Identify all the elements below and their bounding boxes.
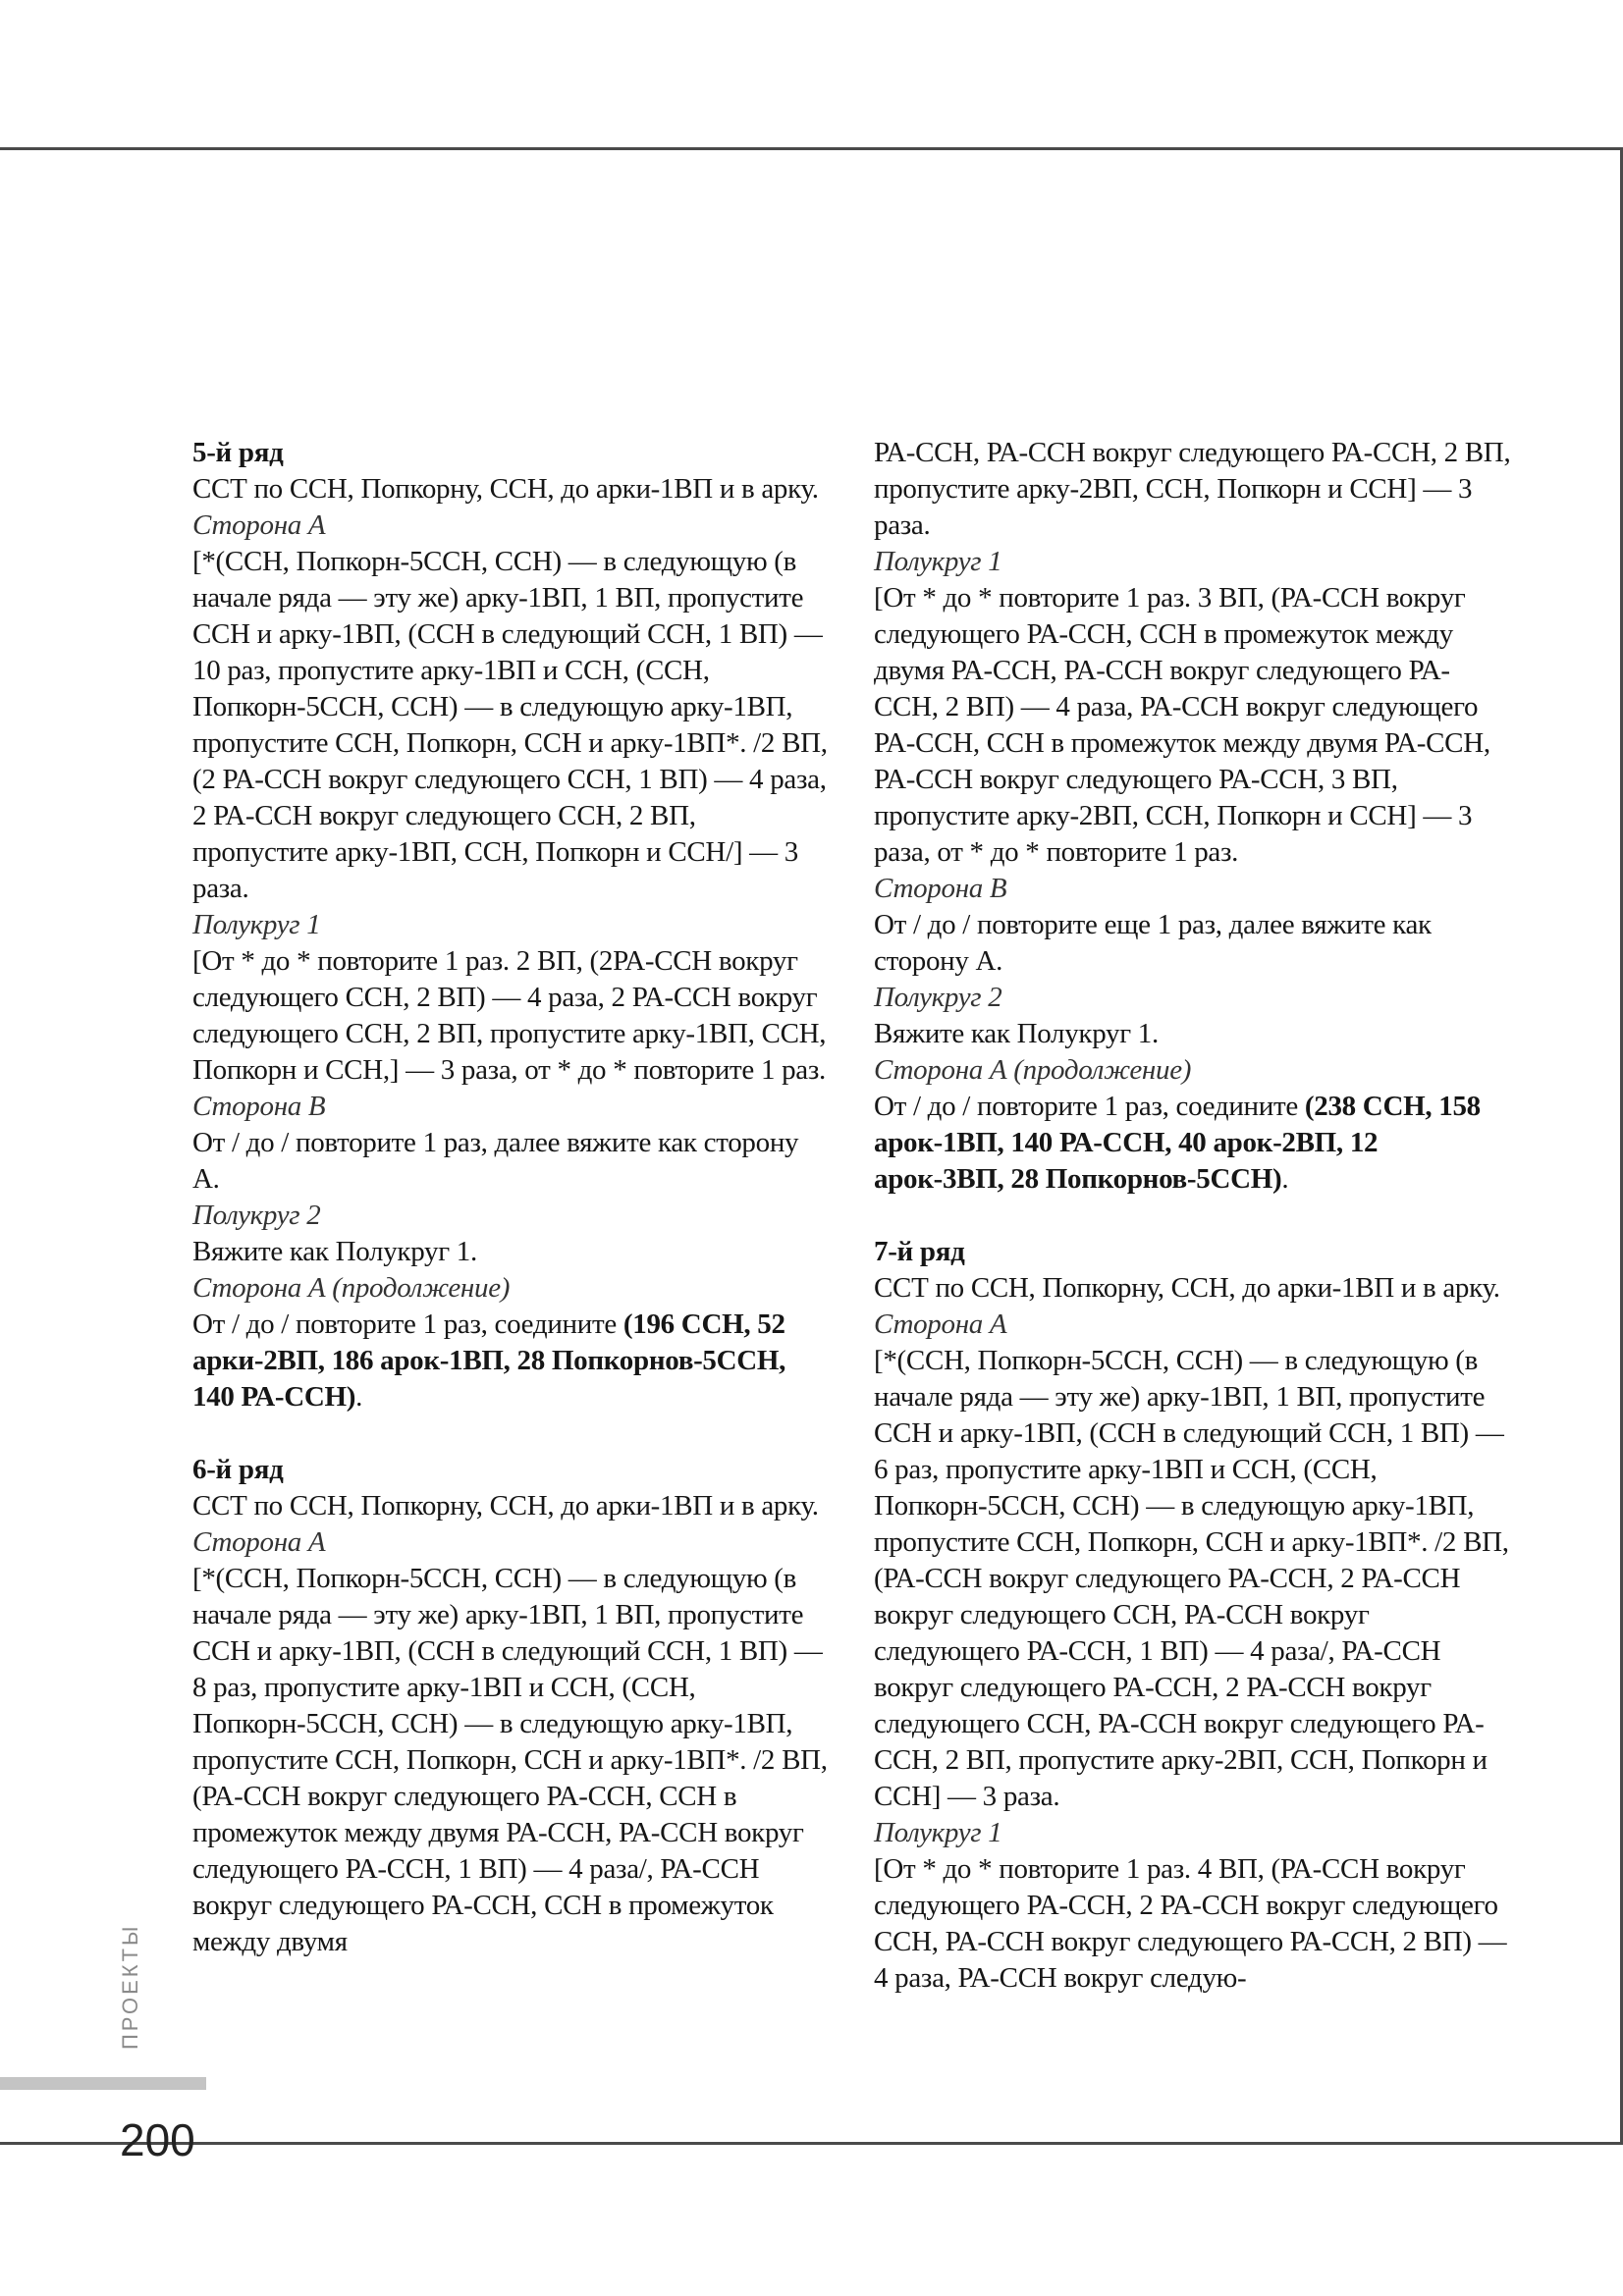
instruction-paragraph: ССТ по ССН, Попкорну, ССН, до арки-1ВП и в арку.	[192, 473, 819, 505]
instruction-paragraph: РА-ССН, РА-ССН вокруг следующего РА-ССН, 2 ВП, пропустите арку-2ВП, ССН, Попкорн и ССН] — 3 раза.	[874, 437, 1511, 541]
instruction-paragraph: [*(ССН, Попкорн-5ССН, ССН) — в следующую (в начале ряда — эту же) арку-1ВП, 1 ВП, пропустите ССН и арку-1ВП, (ССН в следующий ССН, 1 ВП) — 6 раз, пропустите арку-1ВП и ССН, (ССН, Попкорн-5ССН, ССН) — в следующую арку-1ВП, пропустите ССН, Попкорн, ССН и арку-1ВП*. /2 ВП, (РА-ССН вокруг следующего РА-ССН, 2 РА-ССН вокруг следующего ССН, РА-ССН вокруг следующего РА-ССН, 1 ВП) — 4 раза/, РА-ССН вокруг следующего РА-ССН, 2 РА-ССН вокруг следующего ССН, РА-ССН вокруг следующего РА-ССН, 2 ВП, пропустите арку-2ВП, ССН, Попкорн и ССН] — 3 раза.	[874, 1345, 1509, 1812]
book-page	[0, 147, 1623, 2165]
instruction-paragraph: [От * до * повторите 1 раз. 3 ВП, (РА-ССН вокруг следующего РА-ССН, ССН в промежуток между двумя РА-ССН, РА-ССН вокруг следующего РА-ССН, 2 ВП) — 4 раза, РА-ССН вокруг следующего РА-ССН, ССН в промежуток между двумя РА-ССН, РА-ССН вокруг следующего РА-ССН, 3 ВП, пропустите арку-2ВП, ССН, Попкорн и ССН] — 3 раза, от * до * повторите 1 раз.	[874, 582, 1490, 868]
right-row-summary	[874, 1089, 1512, 1198]
row-heading: 7-й ряд	[874, 1236, 965, 1267]
section-marker-bar	[0, 2077, 206, 2090]
left-column	[192, 435, 831, 1960]
instruction-paragraph: ССТ по ССН, Попкорну, ССН, до арки-1ВП и в арку.	[874, 1272, 1500, 1304]
section-subheading: Сторона А	[192, 1526, 326, 1558]
instruction-paragraph: [От * до * повторите 1 раз. 2 ВП, (2РА-ССН вокруг следующего ССН, 2 ВП) — 4 раза, 2 РА-ССН вокруг следующего ССН, 2 ВП, пропустите арку-1ВП, ССН, Попкорн и ССН,] — 3 раза, от * до * повторите 1 раз.	[192, 945, 827, 1086]
section-subheading: Полукруг 1	[874, 1817, 1002, 1848]
section-subheading: Полукруг 1	[874, 546, 1002, 577]
section-subheading: Сторона В	[192, 1091, 326, 1122]
summary-text: От / до / повторите 1 раз, соедините	[192, 1308, 623, 1340]
instruction-paragraph: [От * до * повторите 1 раз. 4 ВП, (РА-ССН вокруг следующего РА-ССН, 2 РА-ССН вокруг следующего ССН, РА-ССН вокруг следующего РА-ССН, 2 ВП) — 4 раза, РА-ССН вокруг следую-	[874, 1853, 1507, 1994]
instruction-paragraph: От / до / повторите 1 раз, далее вяжите как сторону А.	[192, 1127, 799, 1195]
instruction-paragraph: Вяжите как Полукруг 1.	[192, 1236, 477, 1267]
page-number: 200	[120, 2114, 195, 2165]
section-subheading: Сторона В	[874, 873, 1007, 904]
section-subheading: Сторона А	[874, 1308, 1007, 1340]
left-row-summary	[192, 1307, 831, 1415]
instruction-paragraph: Вяжите как Полукруг 1.	[874, 1018, 1159, 1049]
instruction-paragraph: [*(ССН, Попкорн-5ССН, ССН) — в следующую (в начале ряда — эту же) арку-1ВП, 1 ВП, пропустите ССН и арку-1ВП, (ССН в следующий ССН, 1 ВП) — 10 раз, пропустите арку-1ВП и ССН, (ССН, Попкорн-5ССН, ССН) — в следующую арку-1ВП, пропустите ССН, Попкорн, ССН и арку-1ВП*. /2 ВП, (2 РА-ССН вокруг следующего ССН, 1 ВП) — 4 раза, 2 РА-ССН вокруг следующего ССН, 2 ВП, пропустите арку-1ВП, ССН, Попкорн и ССН/] — 3 раза.	[192, 546, 828, 904]
section-subheading: Сторона А (продолжение)	[874, 1054, 1192, 1086]
section-subheading: Сторона А (продолжение)	[192, 1272, 511, 1304]
summary-tail: .	[355, 1381, 363, 1413]
row-heading: 5-й ряд	[192, 437, 284, 468]
summary-text: От / до / повторите 1 раз, соедините	[874, 1091, 1305, 1122]
section-subheading: Полукруг 1	[192, 909, 321, 940]
paragraph-gap	[192, 1415, 831, 1452]
section-subheading: Сторона А	[192, 509, 326, 541]
section-side-label: ПРОЕКТЫ	[118, 1923, 142, 2050]
stitch-count: (196 ССН, 52 арки-2ВП, 186 арок-1ВП, 28 Попкорнов-5ССН, 140 РА-ССН)	[192, 1308, 786, 1413]
summary-tail: .	[1281, 1163, 1289, 1195]
instruction-paragraph: [*(ССН, Попкорн-5ССН, ССН) — в следующую (в начале ряда — эту же) арку-1ВП, 1 ВП, пропустите ССН и арку-1ВП, (ССН в следующий ССН, 1 ВП) — 8 раз, пропустите арку-1ВП и ССН, (ССН, Попкорн-5ССН, ССН) — в следующую арку-1ВП, пропустите ССН, Попкорн, ССН и арку-1ВП*. /2 ВП, (РА-ССН вокруг следующего РА-ССН, ССН в промежуток между двумя РА-ССН, РА-ССН вокруг следующего РА-ССН, 1 ВП) — 4 раза/, РА-ССН вокруг следующего РА-ССН, ССН в промежуток между двумя	[192, 1563, 828, 1957]
right-column	[874, 435, 1512, 1997]
section-subheading: Полукруг 2	[874, 982, 1002, 1013]
instruction-paragraph: От / до / повторите еще 1 раз, далее вяжите как сторону А.	[874, 909, 1432, 977]
section-subheading: Полукруг 2	[192, 1200, 321, 1231]
stitch-count: (238 ССН, 158 арок-1ВП, 140 РА-ССН, 40 арок-2ВП, 12 арок-3ВП, 28 Попкорнов-5ССН)	[874, 1091, 1481, 1195]
paragraph-gap	[874, 1198, 1512, 1234]
row-heading: 6-й ряд	[192, 1454, 284, 1485]
instruction-paragraph: ССТ по ССН, Попкорну, ССН, до арки-1ВП и в арку.	[192, 1490, 819, 1522]
